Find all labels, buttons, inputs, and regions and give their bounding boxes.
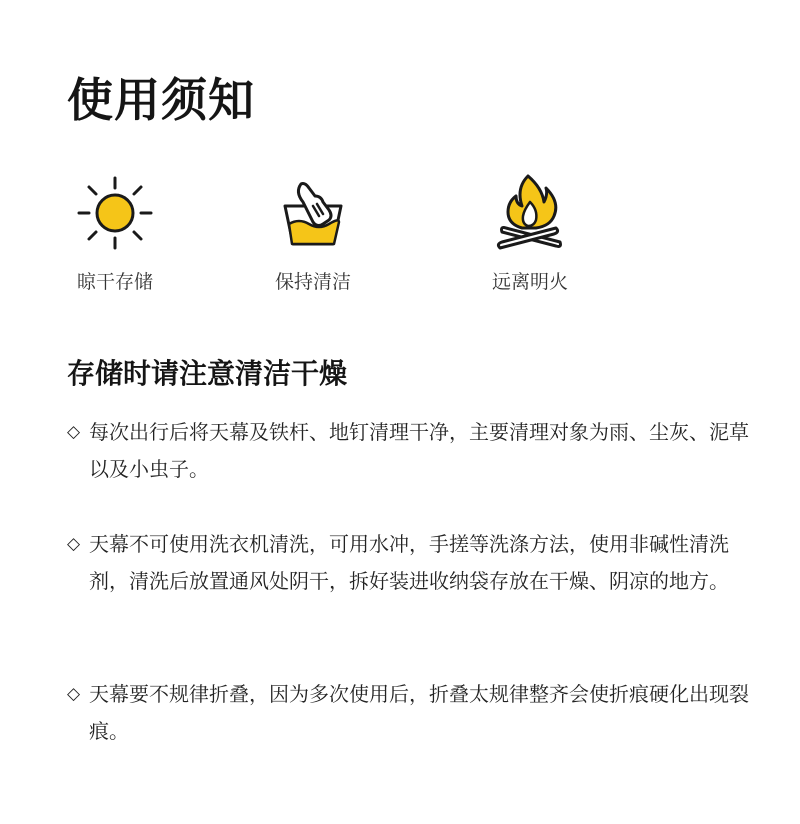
list-item [67, 414, 757, 488]
diamond-bullet-icon: ◇ [67, 684, 81, 704]
icon-label-clean: 保持清洁 [274, 271, 351, 293]
sun-icon [75, 176, 155, 252]
list-item [67, 526, 757, 600]
icon-label-fire: 远离明火 [491, 271, 568, 293]
icon-item-dry [50, 176, 180, 294]
icon-item-clean [248, 176, 378, 294]
list-item [67, 676, 757, 750]
note-text: 每次出行后将天幕及铁杆、地钉清理干净，主要清理对象为雨、尘灰、泥草以及小虫子。 [89, 420, 749, 481]
page-title: 使用须知 [67, 73, 255, 127]
hand-wash-icon [273, 176, 353, 252]
section-title: 存储时请注意清洁干燥 [67, 357, 348, 390]
icon-item-fire [465, 174, 595, 294]
note-text: 天幕要不规律折叠，因为多次使用后，折叠太规律整齐会使折痕硬化出现裂痕。 [89, 682, 749, 743]
diamond-bullet-icon: ◇ [67, 534, 81, 554]
diamond-bullet-icon: ◇ [67, 422, 81, 442]
icon-label-dry: 晾干存储 [76, 271, 153, 293]
note-text: 天幕不可使用洗衣机清洗，可用水冲，手搓等洗涤方法，使用非碱性清洗剂，清洗后放置通风处阴干，拆好装进收纳袋存放在干燥、阴凉的地方。 [89, 532, 729, 593]
fire-icon [490, 174, 570, 252]
